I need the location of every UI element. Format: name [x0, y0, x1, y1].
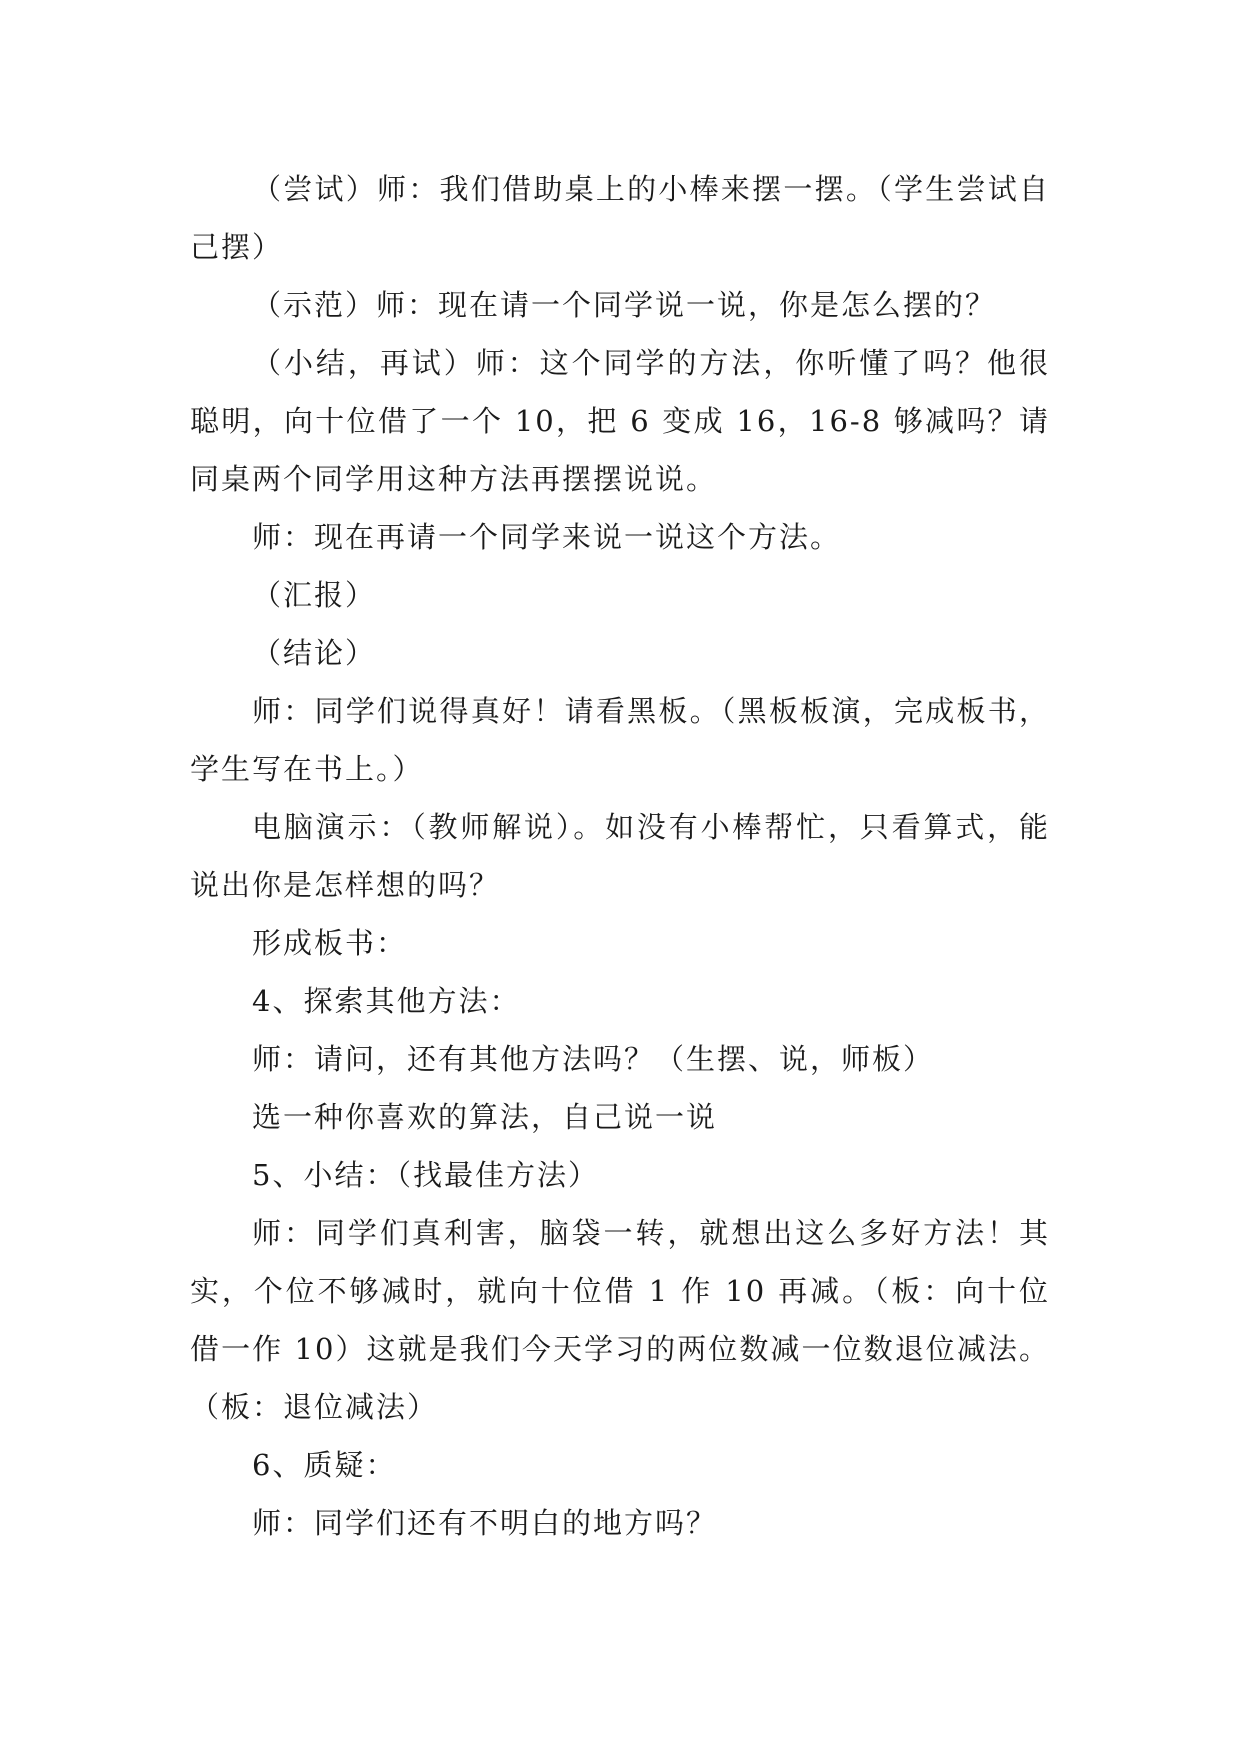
- paragraph-choose-method: 选一种你喜欢的算法，自己说一说: [252, 1100, 718, 1134]
- heading-summary: 5、小结：（找最佳方法）: [252, 1158, 599, 1192]
- paragraph-report: （汇报）: [252, 578, 377, 612]
- document-body: [190, 160, 1050, 1552]
- paragraph-blackboard: 师：同学们说得真好！请看黑板。（黑板板演，完成板书，学生写在书上。）: [190, 694, 1050, 786]
- paragraph-questions: 师：同学们还有不明白的地方吗？: [252, 1506, 718, 1540]
- paragraph-try: （尝试）师：我们借助桌上的小棒来摆一摆。（学生尝试自己摆）: [190, 172, 1050, 264]
- paragraph-demo: （示范）师：现在请一个同学说一说，你是怎么摆的？: [252, 288, 997, 322]
- paragraph-summary-text: 师：同学们真利害，脑袋一转，就想出这么多好方法！其实，个位不够减时，就向十位借 1 作 10 再减。（板：向十位借一作 10）这就是我们今天学习的两位数减一位数退位减法。（板：退位减法）: [190, 1216, 1050, 1424]
- paragraph-board-writing: 形成板书：: [252, 926, 408, 960]
- paragraph-summary-retry: （小结，再试）师：这个同学的方法，你听懂了吗？他很聪明，向十位借了一个 10，把 6 变成 16，16-8 够减吗？请同桌两个同学用这种方法再摆摆说说。: [190, 346, 1050, 496]
- paragraph-conclusion: （结论）: [252, 636, 377, 670]
- paragraph-computer-demo: 电脑演示：（教师解说）。如没有小棒帮忙，只看算式，能说出你是怎样想的吗？: [190, 810, 1050, 902]
- paragraph-teacher-ask: 师：现在再请一个同学来说一说这个方法。: [252, 520, 842, 554]
- heading-questions: 6、质疑：: [252, 1448, 397, 1482]
- paragraph-other-methods: 师：请问，还有其他方法吗？（生摆、说，师板）: [252, 1042, 935, 1076]
- heading-explore-methods: 4、探索其他方法：: [252, 984, 521, 1018]
